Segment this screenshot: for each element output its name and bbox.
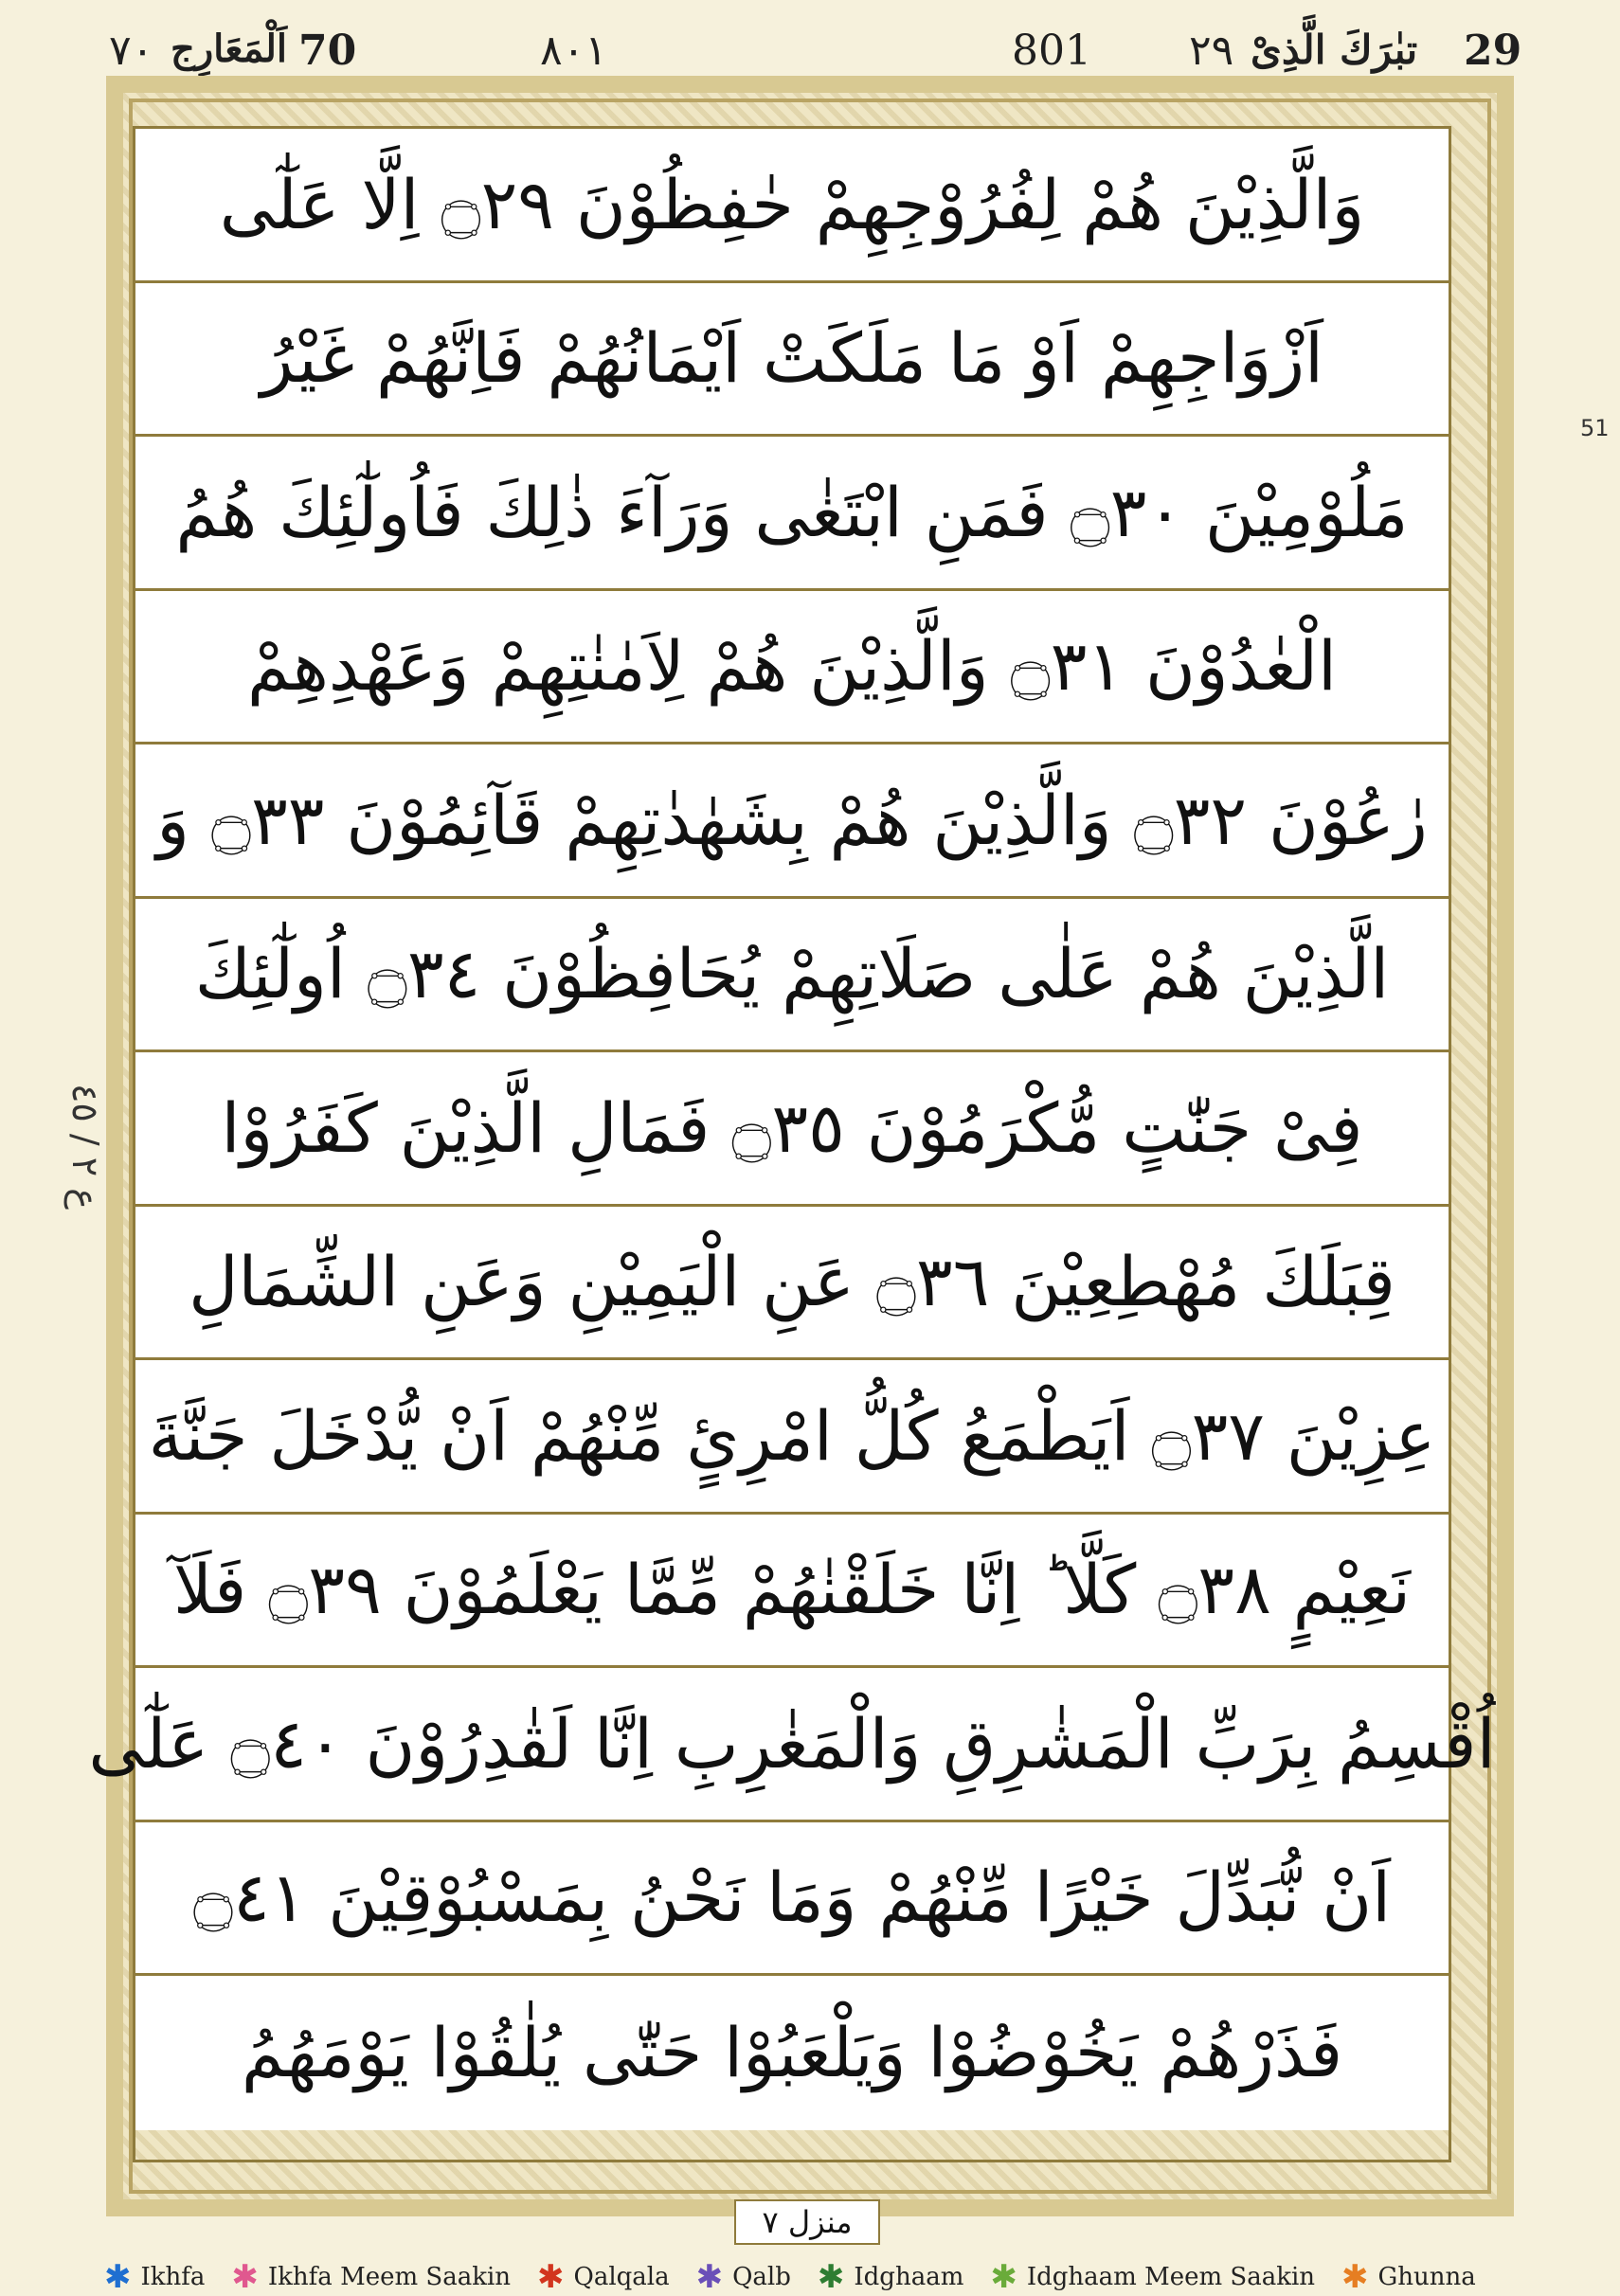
- verse-line: فِىْ جَنّٰتٍ مُّكْرَمُوْنَ ۝٣٥ فَمَالِ الَّذِيْنَ كَفَرُوْا: [135, 1052, 1449, 1207]
- legend-item-ikhfa: [104, 2258, 206, 2296]
- legend-label: Ikhfa: [140, 2263, 206, 2291]
- legend-item-ghunna: [1341, 2258, 1476, 2296]
- legend-label: Idghaam Meem Saakin: [1026, 2263, 1316, 2291]
- page-number: 801: [1012, 27, 1091, 75]
- star-icon: ✱: [231, 2258, 259, 2296]
- verse-line: الَّذِيْنَ هُمْ عَلٰى صَلَاتِهِمْ يُحَافِظُوْنَ ۝٣٤ اُولٰٓئِكَ: [135, 899, 1449, 1053]
- para-number: 29: [1464, 27, 1522, 75]
- legend-item-ikhfa-meem-saakin: [231, 2258, 512, 2296]
- verse-line: اُقْسِمُ بِرَبِّ الْمَشٰرِقِ وَالْمَغٰرِبِ اِنَّا لَقٰدِرُوْنَ ۝٤٠ عَلٰٓى: [135, 1668, 1449, 1822]
- star-icon: ✱: [695, 2258, 724, 2296]
- verse-line: الْعٰدُوْنَ ۝٣١ وَالَّذِيْنَ هُمْ لِاَمٰنٰتِهِمْ وَعَهْدِهِمْ: [135, 591, 1449, 745]
- verse-line: اَزْوَاجِهِمْ اَوْ مَا مَلَكَتْ اَيْمَانُهُمْ فَاِنَّهُمْ غَيْرُ: [135, 283, 1449, 438]
- surah-name: اَلْمَعَارِج: [171, 27, 288, 71]
- star-icon: ✱: [990, 2258, 1017, 2296]
- legend-label: Idghaam: [854, 2263, 964, 2291]
- surah-number-arabic: ٧٠: [109, 27, 154, 75]
- legend-label: Ikhfa Meem Saakin: [267, 2263, 512, 2291]
- legend-item-idghaam-meem-saakin: [990, 2258, 1316, 2296]
- para-name: تبٰرَكَ الَّذِىْ: [1251, 27, 1418, 73]
- legend-label: Qalb: [732, 2263, 791, 2291]
- legend-item-idghaam: [817, 2258, 964, 2296]
- verse-line: مَلُوْمِيْنَ ۝٣٠ فَمَنِ ابْتَغٰى وَرَآءَ ذٰلِكَ فَاُولٰٓئِكَ هُمُ: [135, 437, 1449, 591]
- manzil-label: منزل ٧: [734, 2199, 880, 2245]
- legend-label: Qalqala: [573, 2263, 670, 2291]
- verse-line: وَالَّذِيْنَ هُمْ لِفُرُوْجِهِمْ حٰفِظُوْنَ ۝٢٩ اِلَّا عَلٰٓى: [135, 129, 1449, 283]
- ruku-marker: ع ٢ / ٤٥: [64, 1083, 106, 1210]
- tajweed-legend: [104, 2258, 1525, 2296]
- surah-number: 70: [298, 27, 357, 75]
- star-icon: ✱: [817, 2258, 845, 2296]
- verse-line: عِزِيْنَ ۝٣٧ اَيَطْمَعُ كُلُّ امْرِئٍ مِّنْهُمْ اَنْ يُّدْخَلَ جَنَّةَ: [135, 1360, 1449, 1515]
- star-icon: ✱: [1341, 2258, 1369, 2296]
- page-number-arabic: ٨٠١: [540, 27, 607, 75]
- star-icon: ✱: [537, 2258, 565, 2296]
- verse-line: اَنْ نُّبَدِّلَ خَيْرًا مِّنْهُمْ وَمَا نَحْنُ بِمَسْبُوْقِيْنَ ۝٤١: [135, 1822, 1449, 1977]
- legend-item-qalqala: [537, 2258, 670, 2296]
- legend-item-qalb: [695, 2258, 791, 2296]
- para-number-arabic: ٢٩: [1189, 27, 1234, 75]
- side-number: 51: [1580, 415, 1610, 441]
- verse-line: رٰعُوْنَ ۝٣٢ وَالَّذِيْنَ هُمْ بِشَهٰدٰتِهِمْ قَآئِمُوْنَ ۝٣٣ وَ: [135, 744, 1449, 899]
- verse-line: نَعِيْمٍ ۝٣٨ كَلَّا ؕ اِنَّا خَلَقْنٰهُمْ مِّمَّا يَعْلَمُوْنَ ۝٣٩ فَلَآ: [135, 1515, 1449, 1669]
- legend-label: Ghunna: [1377, 2263, 1476, 2291]
- verse-lines: [88, 129, 1496, 2130]
- verse-line: قِبَلَكَ مُهْطِعِيْنَ ۝٣٦ عَنِ الْيَمِيْنِ وَعَنِ الشِّمَالِ: [135, 1207, 1449, 1361]
- star-icon: ✱: [104, 2258, 132, 2296]
- verse-line: فَذَرْهُمْ يَخُوْضُوْا وَيَلْعَبُوْا حَتّٰى يُلٰقُوْا يَوْمَهُمُ: [135, 1976, 1449, 2130]
